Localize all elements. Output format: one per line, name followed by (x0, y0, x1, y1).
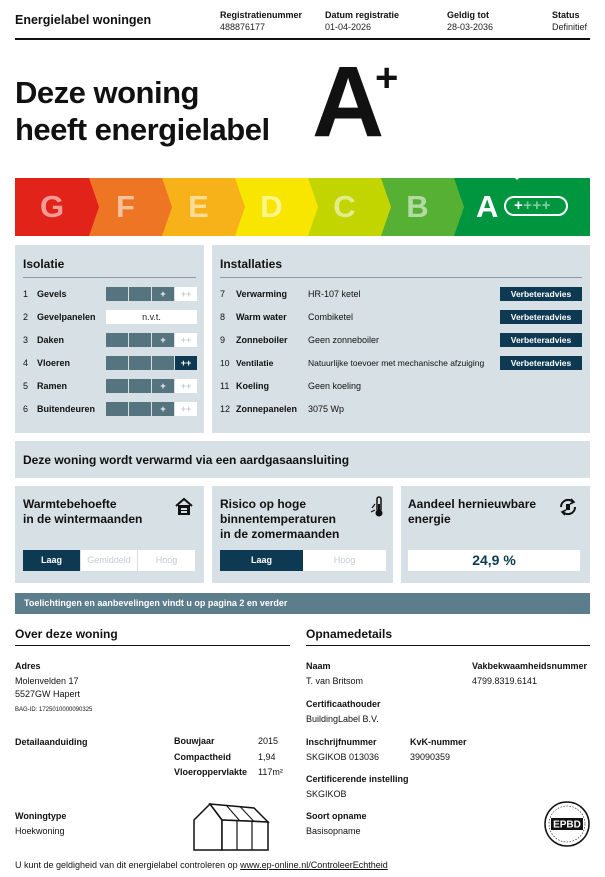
energy-label-letter: A (312, 46, 382, 158)
row-label: Gevels (37, 289, 67, 299)
scale-letter: E (188, 189, 209, 224)
isolatie-gauge-gevelpanelen: n.v.t. (106, 310, 197, 324)
hernieuwbaar-title (408, 497, 536, 527)
row-label: Gevelpanelen (37, 312, 96, 322)
card-title-line: energie (408, 512, 451, 526)
row-number: 6 (23, 404, 29, 414)
info-banner: Toelichtingen en aanbevelingen vindt u op pagina 2 en verder (15, 593, 590, 614)
option-hoog: Hoog (333, 555, 356, 565)
footer (15, 860, 388, 870)
certificaathouder-label: Certificaathouder (306, 699, 381, 709)
isolatie-gauge-vloeren (106, 356, 198, 370)
row-label: Zonneboiler (236, 335, 288, 345)
verbeteradvies-button-verwarming[interactable]: Verbeteradvies (500, 287, 582, 301)
naam-label: Naam (306, 661, 331, 671)
scale-letter: F (116, 189, 135, 224)
gauge-level: + (152, 402, 174, 416)
risico-selector (220, 550, 386, 571)
gauge-level: + (152, 333, 174, 347)
section-divider (15, 645, 290, 646)
renewable-cycle-icon (557, 496, 579, 518)
installatie-row-koeling (220, 380, 580, 392)
isolatie-gauge-gevels: + ++ (106, 287, 198, 301)
card-title-line: in de wintermaanden (23, 512, 143, 526)
detailaanduiding-label: Detailaanduiding (15, 737, 88, 747)
row-value: Geen koeling (308, 381, 362, 391)
row-number: 2 (23, 312, 29, 322)
scale-segment-d (235, 178, 308, 236)
row-number: 5 (23, 381, 29, 391)
isolatie-title: Isolatie (23, 257, 65, 271)
installatie-row-zonnepanelen (220, 403, 580, 415)
scale-segment-c (308, 178, 381, 236)
isolatie-gauge-daken: + ++ (106, 333, 198, 347)
certificaathouder-value: BuildingLabel B.V. (306, 714, 379, 724)
row-label: Buitendeuren (37, 404, 96, 414)
plus-indicator (504, 196, 568, 216)
verbeteradvies-button-zonneboiler[interactable]: Verbeteradvies (500, 333, 582, 347)
row-number: 11 (220, 381, 230, 391)
vloeroppervlakte-label: Vloeroppervlakte (174, 767, 248, 777)
row-number: 4 (23, 358, 29, 368)
scale-segment-f (89, 178, 162, 236)
row-label: Koeling (236, 381, 269, 391)
header-geldig-tot (447, 9, 493, 33)
adres-line-1: Molenvelden 17 (15, 676, 79, 686)
compactheid-value: 1,94 (258, 752, 276, 762)
row-number: 3 (23, 335, 29, 345)
plus-off: +++ (523, 197, 552, 214)
house-icon (174, 497, 194, 517)
soort-opname-value: Basisopname (306, 826, 361, 836)
scale-segment-b (381, 178, 454, 236)
row-number: 8 (220, 312, 226, 322)
panel-divider (23, 277, 196, 278)
row-label: Zonnepanelen (236, 404, 298, 414)
gauge-level: ++ (175, 356, 197, 370)
row-number: 12 (220, 404, 231, 414)
scale-letter: D (260, 189, 283, 224)
row-label: Ventilatie (236, 358, 274, 368)
header-value: 488876177 (220, 22, 266, 32)
bouwjaar-value: 2015 (258, 736, 279, 746)
isolatie-gauge-ramen: + ++ (106, 379, 198, 393)
panel-divider (220, 277, 582, 278)
header-label: Status (552, 10, 580, 20)
card-title-line: Warmtebehoefte (23, 497, 117, 511)
option-gemiddeld: Gemiddeld (80, 550, 138, 571)
card-title-line: in de zomermaanden (220, 527, 340, 541)
gauge-level: + (152, 287, 174, 301)
installaties-title: Installaties (220, 257, 283, 271)
over-title: Over deze woning (15, 627, 118, 641)
row-number: 9 (220, 335, 226, 345)
card-title-line: Aandeel hernieuwbare (408, 497, 537, 511)
vloeroppervlakte-value: 117m² (258, 767, 283, 777)
isolatie-row-vloeren (23, 357, 70, 369)
row-label: Ramen (37, 381, 68, 391)
header-label: Geldig tot (447, 10, 489, 20)
vakbekwaam-label: Vakbekwaamheidsnummer (472, 661, 588, 671)
header-value: 01-04-2026 (325, 22, 372, 32)
scale-segment-g (15, 178, 89, 236)
isolatie-gauge-buitendeuren: + ++ (106, 402, 198, 416)
card-title-line: binnentemperaturen (220, 512, 337, 526)
header-datum-registratie (325, 9, 399, 33)
instelling-label: Certificerende instelling (306, 774, 409, 784)
section-divider (306, 645, 590, 646)
bag-id: BAG-ID: 1725010000090325 (15, 707, 93, 713)
kvk-value: 39090359 (410, 752, 451, 762)
header-divider (15, 38, 590, 40)
active-label-marker (509, 172, 525, 180)
kvk-label: KvK-nummer (410, 737, 467, 747)
row-label: Daken (37, 335, 65, 345)
scale-segment-e (162, 178, 235, 236)
row-value: 3075 Wp (308, 404, 345, 414)
installatie-row-ventilatie (220, 357, 500, 369)
row-value: Natuurlijke toevoer met mechanische afzuiging (308, 358, 485, 368)
energy-label-plus: + (375, 56, 399, 100)
heating-strip-text: Deze woning wordt verwarmd via een aardgasaansluiting (23, 453, 350, 467)
hero-line-1: Deze woning (15, 75, 199, 110)
header-value: Definitief (552, 22, 588, 32)
instelling-value: SKGIKOB (306, 789, 347, 799)
header-label: Registratienummer (220, 10, 303, 20)
scale-arrow (454, 178, 464, 236)
vakbekwaam-value: 4799.8319.6141 (472, 676, 538, 686)
scale-letter: B (406, 189, 429, 224)
scale-arrow (381, 178, 391, 236)
bouwjaar-label: Bouwjaar (174, 736, 215, 746)
epbd-logo-icon (543, 800, 591, 848)
house-type-drawing (192, 802, 270, 852)
inschrijfnummer-label: Inschrijfnummer (306, 737, 377, 747)
adres-line-2: 5527GW Hapert (15, 689, 81, 699)
warmtebehoefte-selector (23, 550, 195, 571)
row-label: Verwarming (236, 289, 288, 299)
gauge-level: + (152, 379, 174, 393)
hero-line-2: heeft energielabel (15, 112, 270, 147)
woningtype-label: Woningtype (15, 811, 67, 821)
row-value: Geen zonneboiler (308, 335, 380, 345)
scale-arrow (235, 178, 245, 236)
row-number: 10 (220, 358, 230, 368)
footer-link[interactable]: www.ep-online.nl/ControleerEchtheid (240, 860, 388, 870)
scale-letter: C (333, 189, 356, 224)
compactheid-label: Compactheid (174, 752, 232, 762)
isolatie-row-buitendeuren (23, 403, 95, 415)
woningtype-value: Hoekwoning (15, 826, 65, 836)
option-hoog: Hoog (155, 555, 178, 565)
plus-on: + (514, 197, 524, 214)
header-status (552, 9, 587, 33)
hernieuwbaar-value: 24,9 % (408, 550, 580, 571)
scale-letter-active: A (476, 189, 499, 224)
epbd-logo-text: EPBD (553, 819, 581, 831)
isolatie-row-ramen (23, 380, 67, 392)
hero-title (15, 74, 270, 148)
card-title-line: Risico op hoge (220, 497, 307, 511)
footer-text: U kunt de geldigheid van dit energielabel controleren op (15, 860, 241, 870)
row-number: 7 (220, 289, 226, 299)
naam-value: T. van Britsom (306, 676, 364, 686)
document-title: Energielabel woningen (15, 13, 152, 27)
option-laag: Laag (220, 550, 303, 571)
verbeteradvies-button-warm-water[interactable]: Verbeteradvies (500, 310, 582, 324)
opname-title: Opnamedetails (306, 627, 393, 641)
header-label: Datum registratie (325, 10, 400, 20)
isolatie-row-daken (23, 334, 64, 346)
scale-arrow (89, 178, 99, 236)
isolatie-row-gevelpanelen (23, 311, 96, 323)
thermometer-icon (369, 496, 387, 518)
option-laag: Laag (23, 550, 80, 571)
verbeteradvies-button-ventilatie[interactable]: Verbeteradvies (500, 356, 582, 370)
warmtebehoefte-title (23, 497, 142, 527)
row-number: 1 (23, 289, 29, 299)
row-value: Combiketel (308, 312, 354, 322)
adres-label: Adres (15, 661, 41, 671)
row-value: HR-107 ketel (308, 289, 361, 299)
row-label: Vloeren (37, 358, 71, 368)
header-registratienummer (220, 9, 302, 33)
scale-arrow (162, 178, 172, 236)
soort-opname-label: Soort opname (306, 811, 367, 821)
header-value: 28-03-2036 (447, 22, 494, 32)
inschrijfnummer-value: SKGIKOB 013036 (306, 752, 380, 762)
scale-arrow (308, 178, 318, 236)
scale-letter: G (39, 189, 65, 224)
isolatie-row-gevels (23, 288, 67, 300)
risico-title (220, 497, 339, 542)
row-label: Warm water (236, 312, 287, 322)
